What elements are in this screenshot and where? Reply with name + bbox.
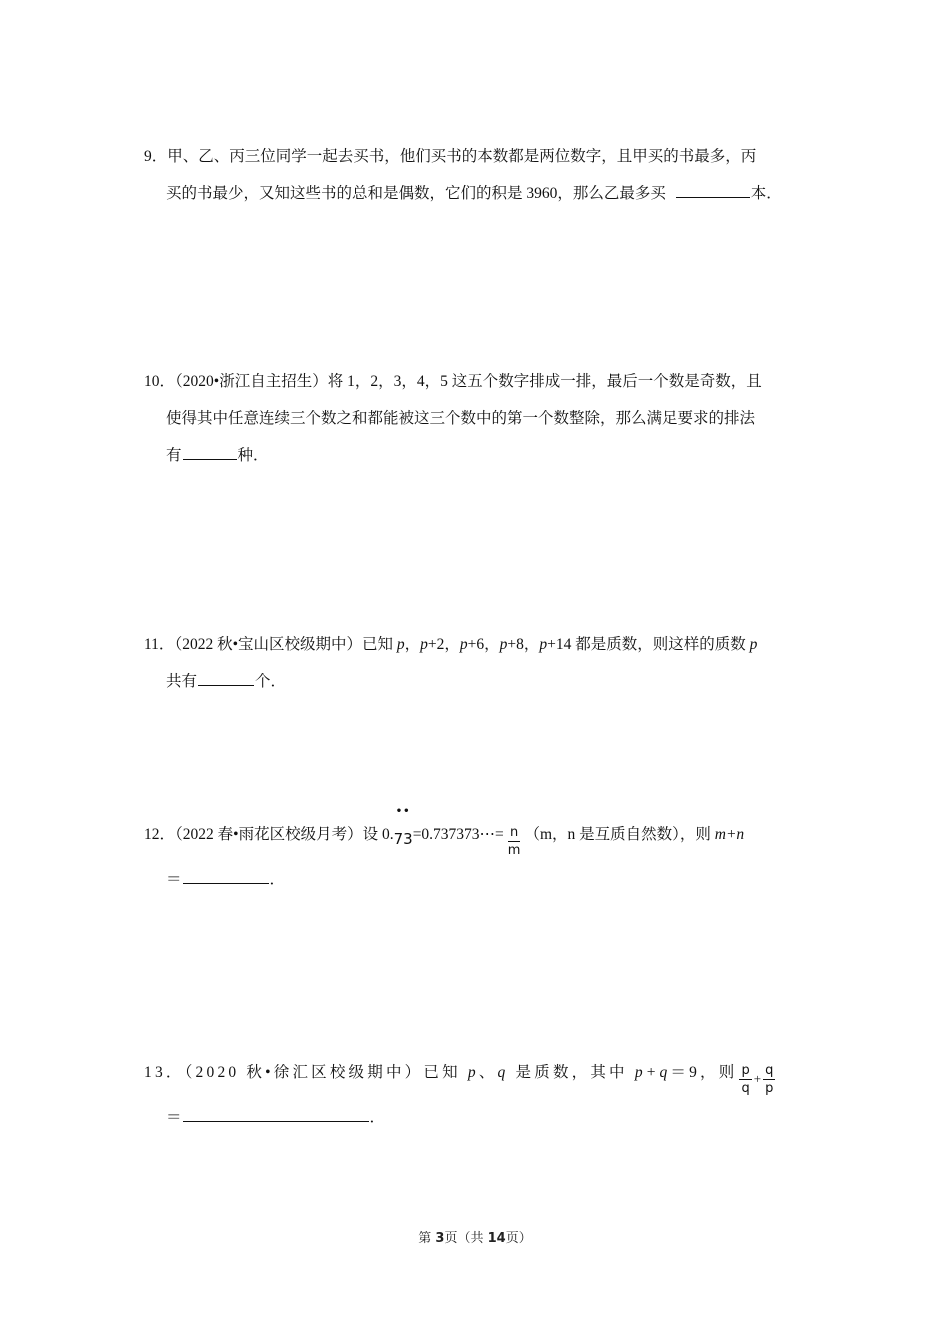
- question-10-line-3: [144, 437, 810, 474]
- fraction-denominator: p: [765, 1080, 774, 1096]
- expression: +14: [547, 636, 572, 653]
- question-source: （2022 春•雨花区校级月考）: [175, 826, 363, 843]
- fraction-numerator: p: [741, 1062, 750, 1078]
- question-text: 已知: [362, 636, 397, 653]
- fraction-denominator: m: [507, 842, 521, 858]
- condition-equals: ＝9，则: [670, 1064, 738, 1081]
- question-number: 11．: [144, 636, 175, 653]
- question-text: 都是质数，则这样的质数: [571, 636, 750, 653]
- question-13-line-2: [144, 1099, 810, 1136]
- total-page-count: 14: [487, 1231, 506, 1246]
- question-number: 10．: [144, 373, 176, 390]
- question-text: 设 0.: [362, 826, 394, 843]
- question-9: [144, 138, 810, 212]
- question-13: [144, 1054, 810, 1136]
- answer-blank[interactable]: [183, 441, 237, 460]
- current-page-number: 3: [435, 1231, 445, 1246]
- separator: 、: [478, 1064, 498, 1081]
- fraction-p-over-q: [739, 1062, 751, 1097]
- question-13-line-1: [144, 1054, 810, 1096]
- question-12-line-2: [144, 861, 810, 898]
- variable-p: p: [539, 636, 548, 653]
- fraction-n-over-m: [506, 824, 523, 859]
- comma: ，: [404, 636, 421, 653]
- repeat-dots-icon: ••: [395, 806, 411, 817]
- fraction-numerator: n: [510, 824, 519, 840]
- question-text: 将 1，2，3，4，5 这五个数字排成一排，最后一个数是奇数，且: [327, 373, 762, 390]
- variable-p: p: [749, 636, 758, 653]
- question-12: [144, 806, 810, 898]
- question-text: ．: [369, 1109, 386, 1126]
- question-11-line-1: [144, 626, 810, 663]
- question-10: [144, 363, 810, 474]
- equation: =0.737373⋯=: [412, 826, 504, 843]
- fraction-denominator: q: [741, 1080, 750, 1096]
- condition-p-plus-q: p+q: [634, 1064, 671, 1081]
- question-text: （m，n 是互质自然数），则: [524, 826, 715, 843]
- repeat-digits: 73: [393, 830, 413, 848]
- question-11-line-2: [144, 663, 810, 700]
- variable-p: p: [499, 636, 508, 653]
- question-text: 买的书最少，又知这些书的总和是偶数，它们的积是 3960，那么乙最多买: [166, 185, 666, 202]
- variable-p: p: [459, 636, 468, 653]
- question-9-line-1: [144, 138, 810, 175]
- equals-sign: ＝: [166, 1109, 182, 1126]
- plus-sign: +: [753, 1071, 762, 1086]
- fraction-q-over-p: [763, 1062, 775, 1097]
- question-text: 本．: [750, 185, 782, 202]
- question-text: 个．: [255, 673, 287, 690]
- footer-mid: 页（共: [444, 1231, 488, 1246]
- answer-blank[interactable]: [183, 1103, 369, 1122]
- question-text: ．: [269, 871, 286, 888]
- answer-blank[interactable]: [198, 667, 254, 686]
- variable-p: p: [467, 1064, 479, 1081]
- question-10-line-2: [144, 400, 810, 437]
- question-12-line-1: [144, 806, 810, 858]
- variable-p: p: [396, 636, 405, 653]
- repeating-decimal: [393, 806, 413, 858]
- question-number: 13．: [144, 1064, 185, 1081]
- question-number: 12．: [144, 826, 176, 843]
- question-text: 甲、乙、丙三位同学一起去买书，他们买书的本数都是两位数字，且甲买的书最多，丙: [167, 148, 757, 165]
- question-source: （2022 秋•宝山区校级期中）: [174, 636, 362, 653]
- question-source: （2020 秋•徐汇区校级期中）: [184, 1064, 424, 1081]
- answer-blank[interactable]: [676, 179, 750, 198]
- question-text: 共有: [166, 673, 198, 690]
- question-text: 已知: [423, 1064, 468, 1081]
- question-text: 是质数，其中: [508, 1064, 635, 1081]
- question-source: （2020•浙江自主招生）: [175, 373, 328, 390]
- question-number: 9．: [144, 148, 168, 165]
- question-text: 使得其中任意连续三个数之和都能被这三个数中的第一个数整除，那么满足要求的排法: [166, 410, 756, 427]
- question-9-line-2: [144, 175, 810, 212]
- question-text: 有: [166, 447, 182, 464]
- expression: +8，: [507, 636, 540, 653]
- expression: +2，: [427, 636, 460, 653]
- variable-p: p: [420, 636, 428, 653]
- question-10-line-1: [144, 363, 810, 400]
- fraction-numerator: q: [765, 1062, 774, 1078]
- footer-prefix: 第: [418, 1231, 436, 1246]
- expression: +6，: [467, 636, 500, 653]
- question-11: [144, 626, 810, 700]
- equals-sign: ＝: [166, 871, 182, 888]
- page-footer: [0, 1227, 950, 1246]
- question-text: 种．: [237, 447, 269, 464]
- footer-suffix: 页）: [505, 1231, 532, 1246]
- answer-blank[interactable]: [183, 865, 269, 884]
- variable-q: q: [497, 1064, 509, 1081]
- expression-m-plus-n: m+n: [714, 826, 745, 843]
